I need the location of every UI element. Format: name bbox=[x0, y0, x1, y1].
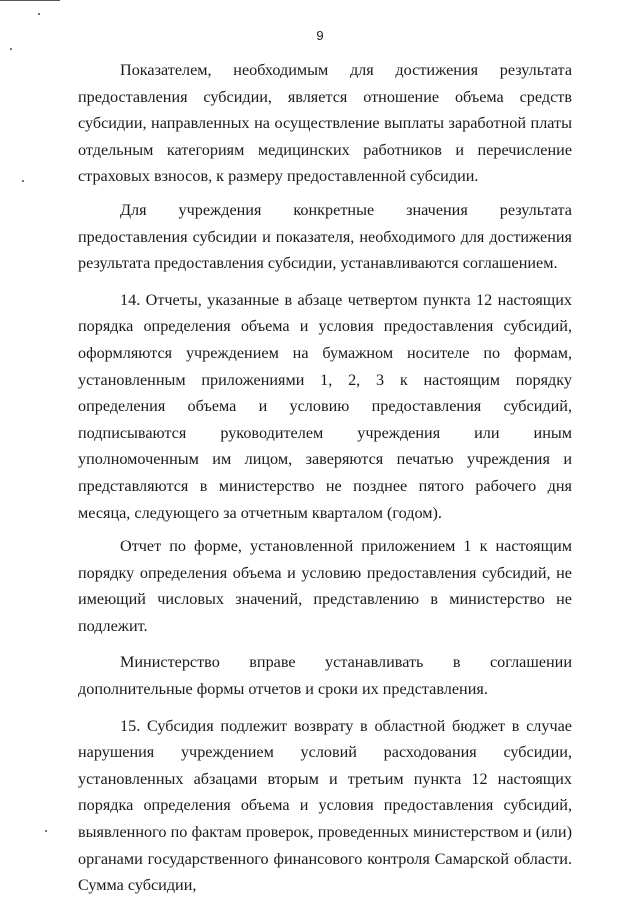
paragraph-reports-14: 14. Отчеты, указанные в абзаце четвертом пункта 12 настоящих порядка определения объема и условия предоставления субсидий, оформляются учреждением на бумажном носителе по формам, установленным приложениями 1, 2, 3 к настоящим порядку определения объема и условию предоставления субсидий, подписываются руководителем учреждения или иным уполномоченным им лицом, заверяются печатью учреждения и представляются в министерство не позднее пятого рабочего дня месяца, следующего за отчетным кварталом (годом). bbox=[78, 290, 572, 522]
paragraph-ministry-rights: Министерство вправе устанавливать в соглашении дополнительные формы отчетов и сроки их представления. bbox=[78, 653, 572, 699]
scan-speck bbox=[38, 13, 40, 15]
paragraph-agreement-values: Для учреждения конкретные значения результата предоставления субсидии и показателя, необходимого для достижения результата предоставления субсидии, устанавливаются соглашением. bbox=[78, 200, 572, 273]
scan-speck bbox=[22, 180, 24, 182]
paragraph-report-form-1: Отчет по форме, установленной приложением 1 к настоящим порядку определения объема и условию предоставления субсидий, не имеющий числовых значений, представлению в министерство не подлежит. bbox=[78, 537, 572, 635]
scan-speck bbox=[45, 830, 47, 832]
paragraph-subsidy-return-15: 15. Субсидия подлежит возврату в областной бюджет в случае нарушения учреждением условий расходования субсидии, установленных абзацами вторым и третьим пункта 12 настоящих порядка определения объема и условия предоставления субсидий, выявленного по фактам проверок, проведенных министерством и (или) органами государственного финансового контроля Самарской области. Сумма субсидии, bbox=[78, 716, 572, 895]
page-number: 9 bbox=[316, 28, 324, 43]
scan-edge-line bbox=[0, 0, 60, 1]
scan-speck bbox=[10, 48, 12, 50]
document-body bbox=[78, 57, 572, 906]
paragraph-indicator: Показателем, необходимым для достижения результата предоставления субсидии, является отношение объема средств субсидии, направленных на осуществление выплаты заработной платы отдельным категориям медицинских работников и перечисление страховых взносов, к размеру предоставленной субсидии. bbox=[78, 61, 572, 186]
